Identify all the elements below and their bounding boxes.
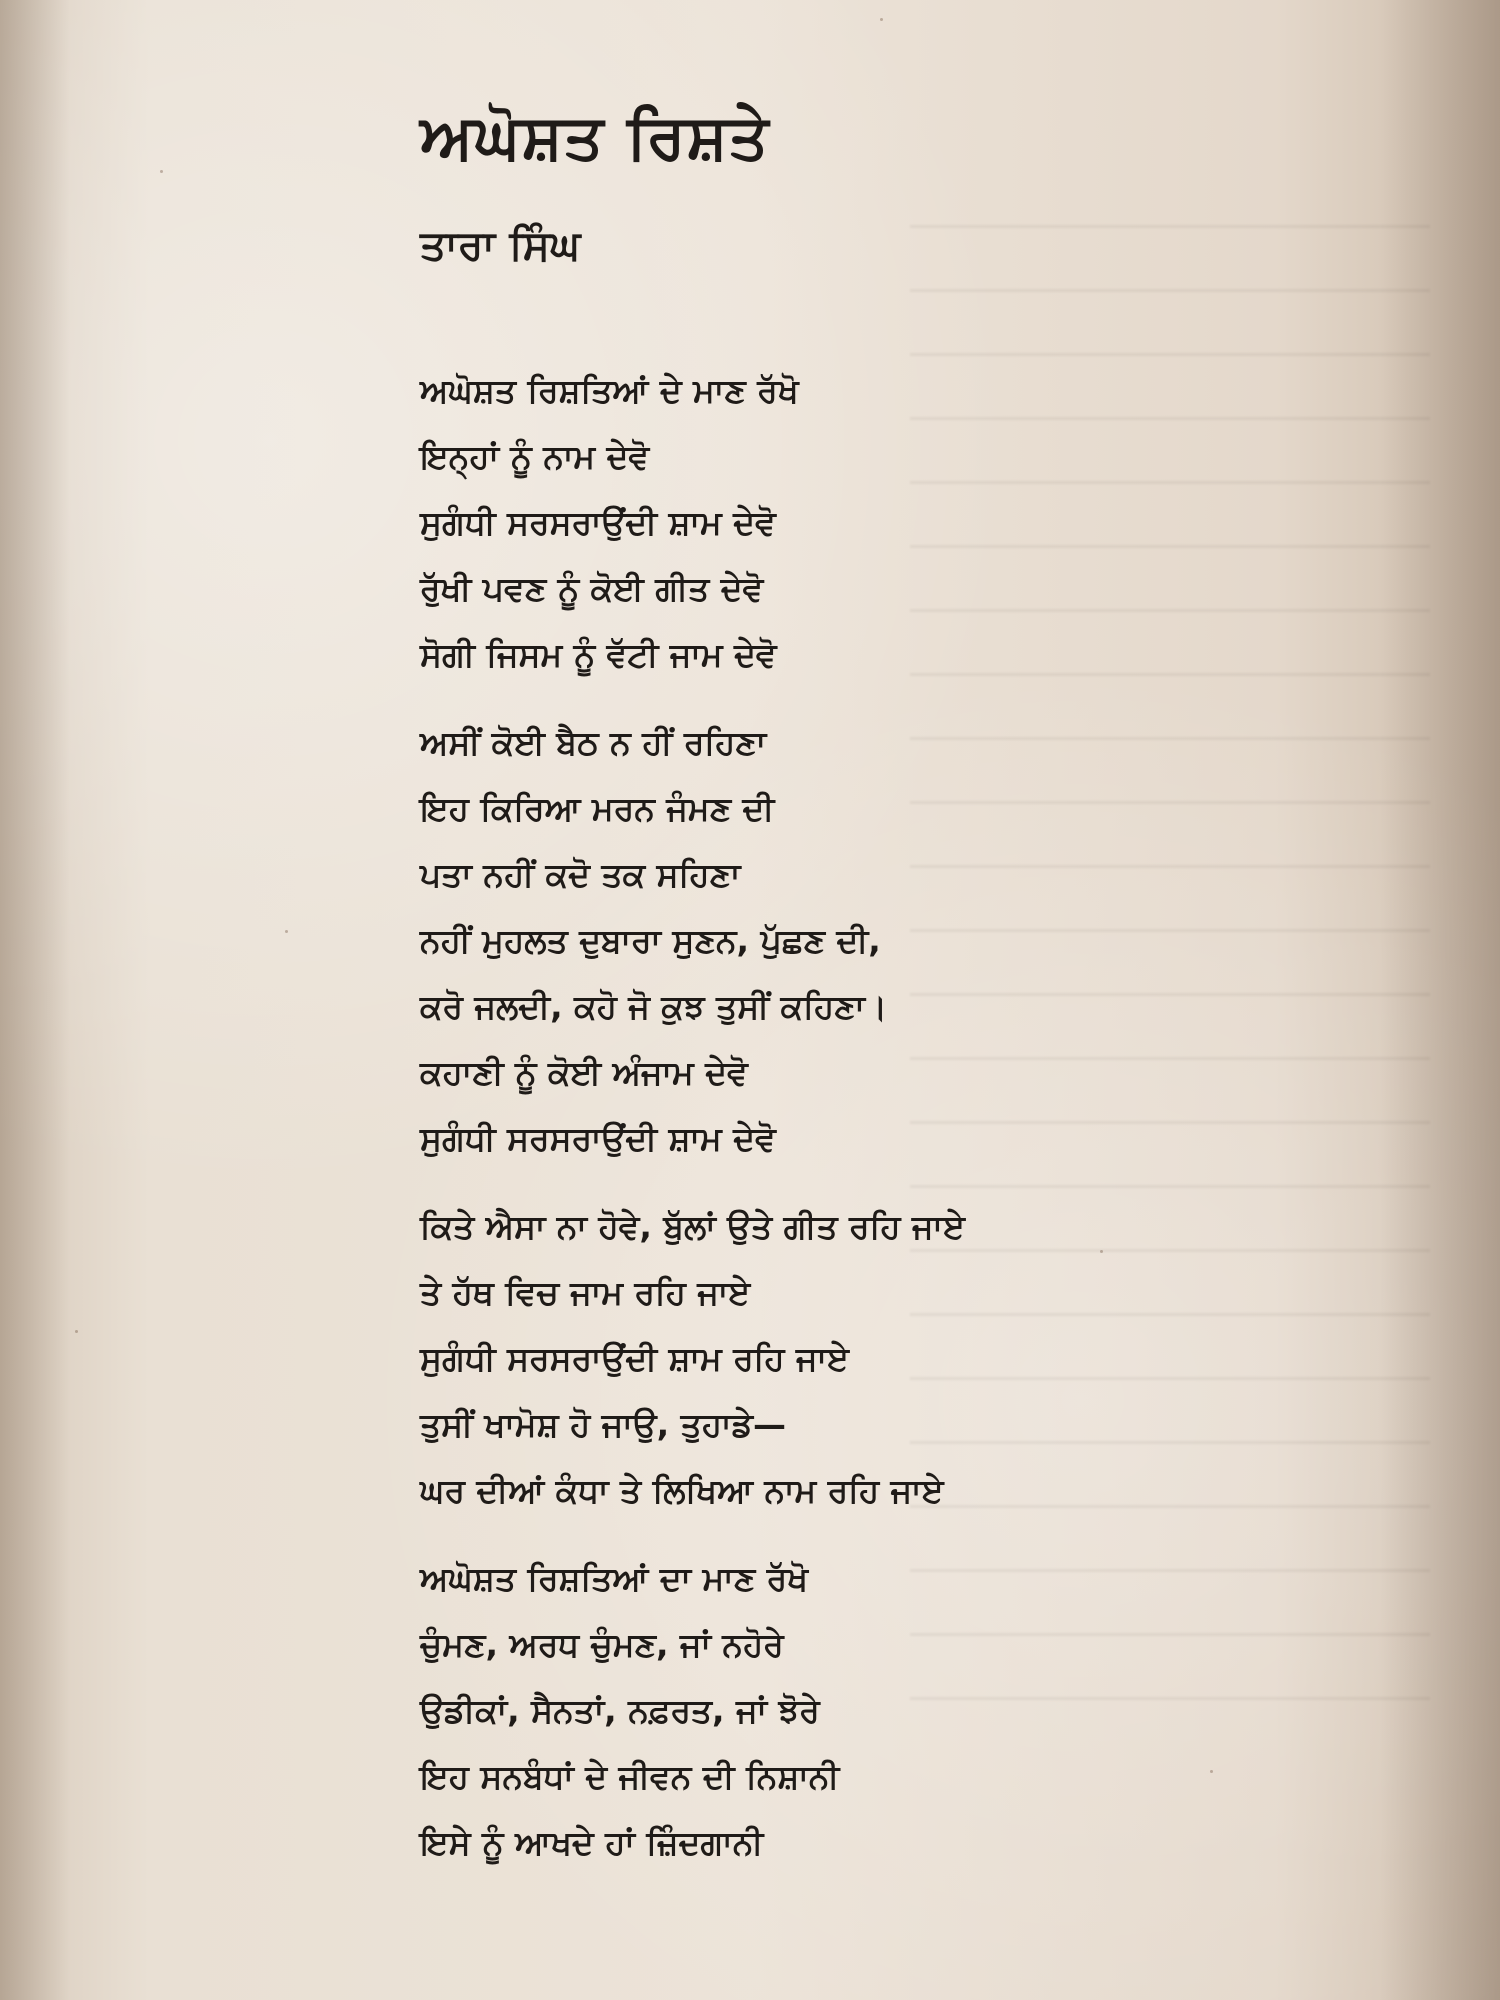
poem-line: ਨਹੀਂ ਮੁਹਲਤ ਦੁਬਾਰਾ ਸੁਣਨ, ਪੁੱਛਣ ਦੀ, <box>420 921 881 960</box>
poem-line: ਸੋਗੀ ਜਿਸਮ ਨੂੰ ਵੱਟੀ ਜਾਮ ਦੇਵੋ <box>420 635 777 674</box>
poem-line: ਤੁਸੀਂ ਖਾਮੋਸ਼ ਹੋ ਜਾਉ, ਤੁਹਾਡੇ— <box>420 1405 786 1444</box>
poem-line: ਚੁੰਮਣ, ਅਰਧ ਚੁੰਮਣ, ਜਾਂ ਨਹੋਰੇ <box>420 1625 784 1664</box>
poem-body <box>420 358 1240 1876</box>
page-left-shadow <box>0 0 70 2000</box>
poem-line: ਕਿਤੇ ਐਸਾ ਨਾ ਹੋਵੇ, ਬੁੱਲਾਂ ਉਤੇ ਗੀਤ ਰਹਿ ਜਾਏ <box>420 1207 965 1246</box>
poem-content <box>420 96 1240 1898</box>
poem-title: ਅਘੋਸ਼ਤ ਰਿਸ਼ਤੇ <box>420 100 770 173</box>
poem-line: ਅਘੋਸ਼ਤ ਰਿਸ਼ਤਿਆਂ ਦਾ ਮਾਣ ਰੱਖੋ <box>420 1559 809 1598</box>
poem-line: ਸੁਗੰਧੀ ਸਰਸਰਾਉਂਦੀ ਸ਼ਾਮ ਰਹਿ ਜਾਏ <box>420 1339 849 1378</box>
poem-line: ਅਸੀਂ ਕੋਈ ਬੈਠ ਨ ਹੀਂ ਰਹਿਣਾ <box>420 723 767 762</box>
paper-speck <box>75 1330 78 1333</box>
poem-line: ਰੁੱਖੀ ਪਵਣ ਨੂੰ ਕੋਈ ਗੀਤ ਦੇਵੋ <box>420 569 764 608</box>
stanza-1 <box>420 358 1240 688</box>
poem-author: ਤਾਰਾ ਸਿੰਘ <box>420 221 581 269</box>
poem-line: ਤੇ ਹੱਥ ਵਿਚ ਜਾਮ ਰਹਿ ਜਾਏ <box>420 1273 751 1312</box>
poem-line: ਕਰੋ ਜਲਦੀ, ਕਹੋ ਜੋ ਕੁਝ ਤੁਸੀਂ ਕਹਿਣਾ। <box>420 987 888 1026</box>
paper-speck <box>285 930 288 933</box>
poem-line: ਸੁਗੰਧੀ ਸਰਸਰਾਉਂਦੀ ਸ਼ਾਮ ਦੇਵੋ <box>420 503 776 542</box>
poem-line: ਇਨ੍ਹਾਂ ਨੂੰ ਨਾਮ ਦੇਵੋ <box>420 437 650 476</box>
poem-line: ਇਹ ਕਿਰਿਆ ਮਰਨ ਜੰਮਣ ਦੀ <box>420 789 775 828</box>
poem-line: ਪਤਾ ਨਹੀਂ ਕਦੋ ਤਕ ਸਹਿਣਾ <box>420 855 741 894</box>
stanza-2 <box>420 710 1240 1172</box>
stanza-3 <box>420 1194 1240 1524</box>
paper-speck <box>160 170 163 173</box>
poem-line: ਕਹਾਣੀ ਨੂੰ ਕੋਈ ਅੰਜਾਮ ਦੇਵੋ <box>420 1053 748 1092</box>
poem-line: ਘਰ ਦੀਆਂ ਕੰਧਾ ਤੇ ਲਿਖਿਆ ਨਾਮ ਰਹਿ ਜਾਏ <box>420 1471 944 1510</box>
poem-line: ਇਸੇ ਨੂੰ ਆਖਦੇ ਹਾਂ ਜ਼ਿੰਦਗਾਨੀ <box>420 1823 764 1862</box>
poem-line: ਉਡੀਕਾਂ, ਸੈਨਤਾਂ, ਨਫ਼ਰਤ, ਜਾਂ ਝੋਰੇ <box>420 1691 820 1730</box>
poem-line: ਸੁਗੰਧੀ ਸਰਸਰਾਉਂਦੀ ਸ਼ਾਮ ਦੇਵੋ <box>420 1119 776 1158</box>
poem-line: ਅਘੋਸ਼ਤ ਰਿਸ਼ਤਿਆਂ ਦੇ ਮਾਣ ਰੱਖੋ <box>420 371 799 410</box>
paper-speck <box>880 18 883 21</box>
poem-line: ਇਹ ਸਨਬੰਧਾਂ ਦੇ ਜੀਵਨ ਦੀ ਨਿਸ਼ਾਨੀ <box>420 1757 840 1796</box>
stanza-4 <box>420 1546 1240 1876</box>
